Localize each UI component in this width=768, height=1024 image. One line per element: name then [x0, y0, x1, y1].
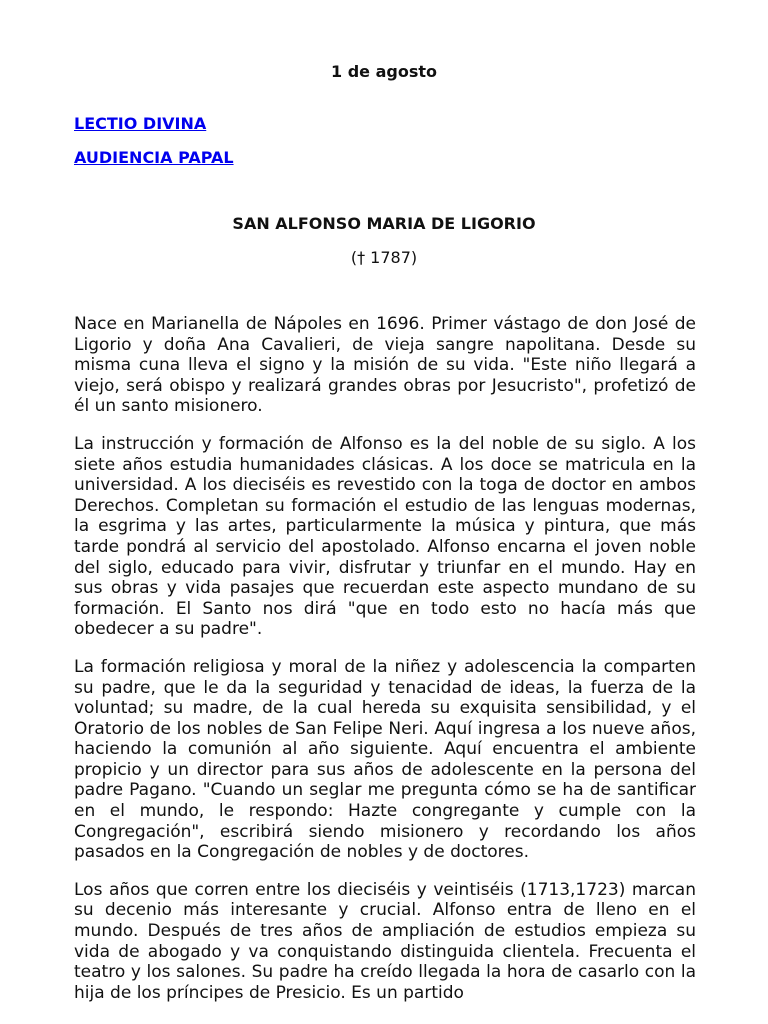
document-date: 1 de agosto	[331, 62, 437, 81]
paragraph-1: Nace en Marianella de Nápoles en 1696. Primer vástago de don José de Ligorio y doña Ana Cavalieri, de vieja sangre napolitana. Desde su misma cuna lleva el signo y la misión de su vida. "Este niño llegará a viejo, será obispo y realizará grandes obras por Jesucristo", profetizó de él un santo misionero.	[74, 314, 696, 417]
biography-text	[74, 314, 696, 1020]
lectio-divina-link[interactable]: LECTIO DIVINA	[74, 114, 207, 133]
paragraph-4: Los años que corren entre los dieciséis y veintiséis (1713,1723) marcan su decenio más interesante y crucial. Alfonso entra de lleno en el mundo. Después de tres años de ampliación de estudios empieza su vida de abogado y va conquistando distinguida clientela. Frecuenta el teatro y los salones. Su padre ha creído llegada la hora de casarlo con la hija de los príncipes de Presicio. Es un partido	[74, 879, 696, 1003]
saint-title: SAN ALFONSO MARIA DE LIGORIO	[232, 214, 536, 233]
paragraph-3: La formación religiosa y moral de la niñez y adolescencia la comparten su padre, que le da la seguridad y tenacidad de ideas, la fuerza de la voluntad; su madre, de la cual hereda su exquisita sensibilidad, y el Oratorio de los nobles de San Felipe Neri. Aquí ingresa a los nueve años, haciendo la comunión al año siguiente. Aquí encuentra el ambiente propicio y un director para sus años de adolescente en la persona del padre Pagano. "Cuando un seglar me pregunta cómo se ha de santificar en el mundo, le respondo: Hazte congregante y cumple con la Congregación", escribirá siendo misionero y recordando los años pasados en la Congregación de nobles y de doctores.	[74, 656, 696, 863]
paragraph-2: La instrucción y formación de Alfonso es la del noble de su siglo. A los siete años estudia humanidades clásicas. A los doce se matricula en la universidad. A los dieciséis es revestido con la toga de doctor en ambos Derechos. Completan su formación el estudio de las lenguas modernas, la esgrima y las artes, particularmente la música y pintura, que más tarde pondrá al servicio del apostolado. Alfonso encarna el joven noble del siglo, educado para vivir, disfrutar y triunfar en el mundo. Hay en sus obras y vida pasajes que recuerdan este aspecto mundano de su formación. El Santo nos dirá "que en todo esto no hacía más que obedecer a su padre".	[74, 433, 696, 640]
audiencia-papal-link[interactable]: AUDIENCIA PAPAL	[74, 148, 234, 167]
death-year-subtitle: († 1787)	[350, 248, 418, 267]
